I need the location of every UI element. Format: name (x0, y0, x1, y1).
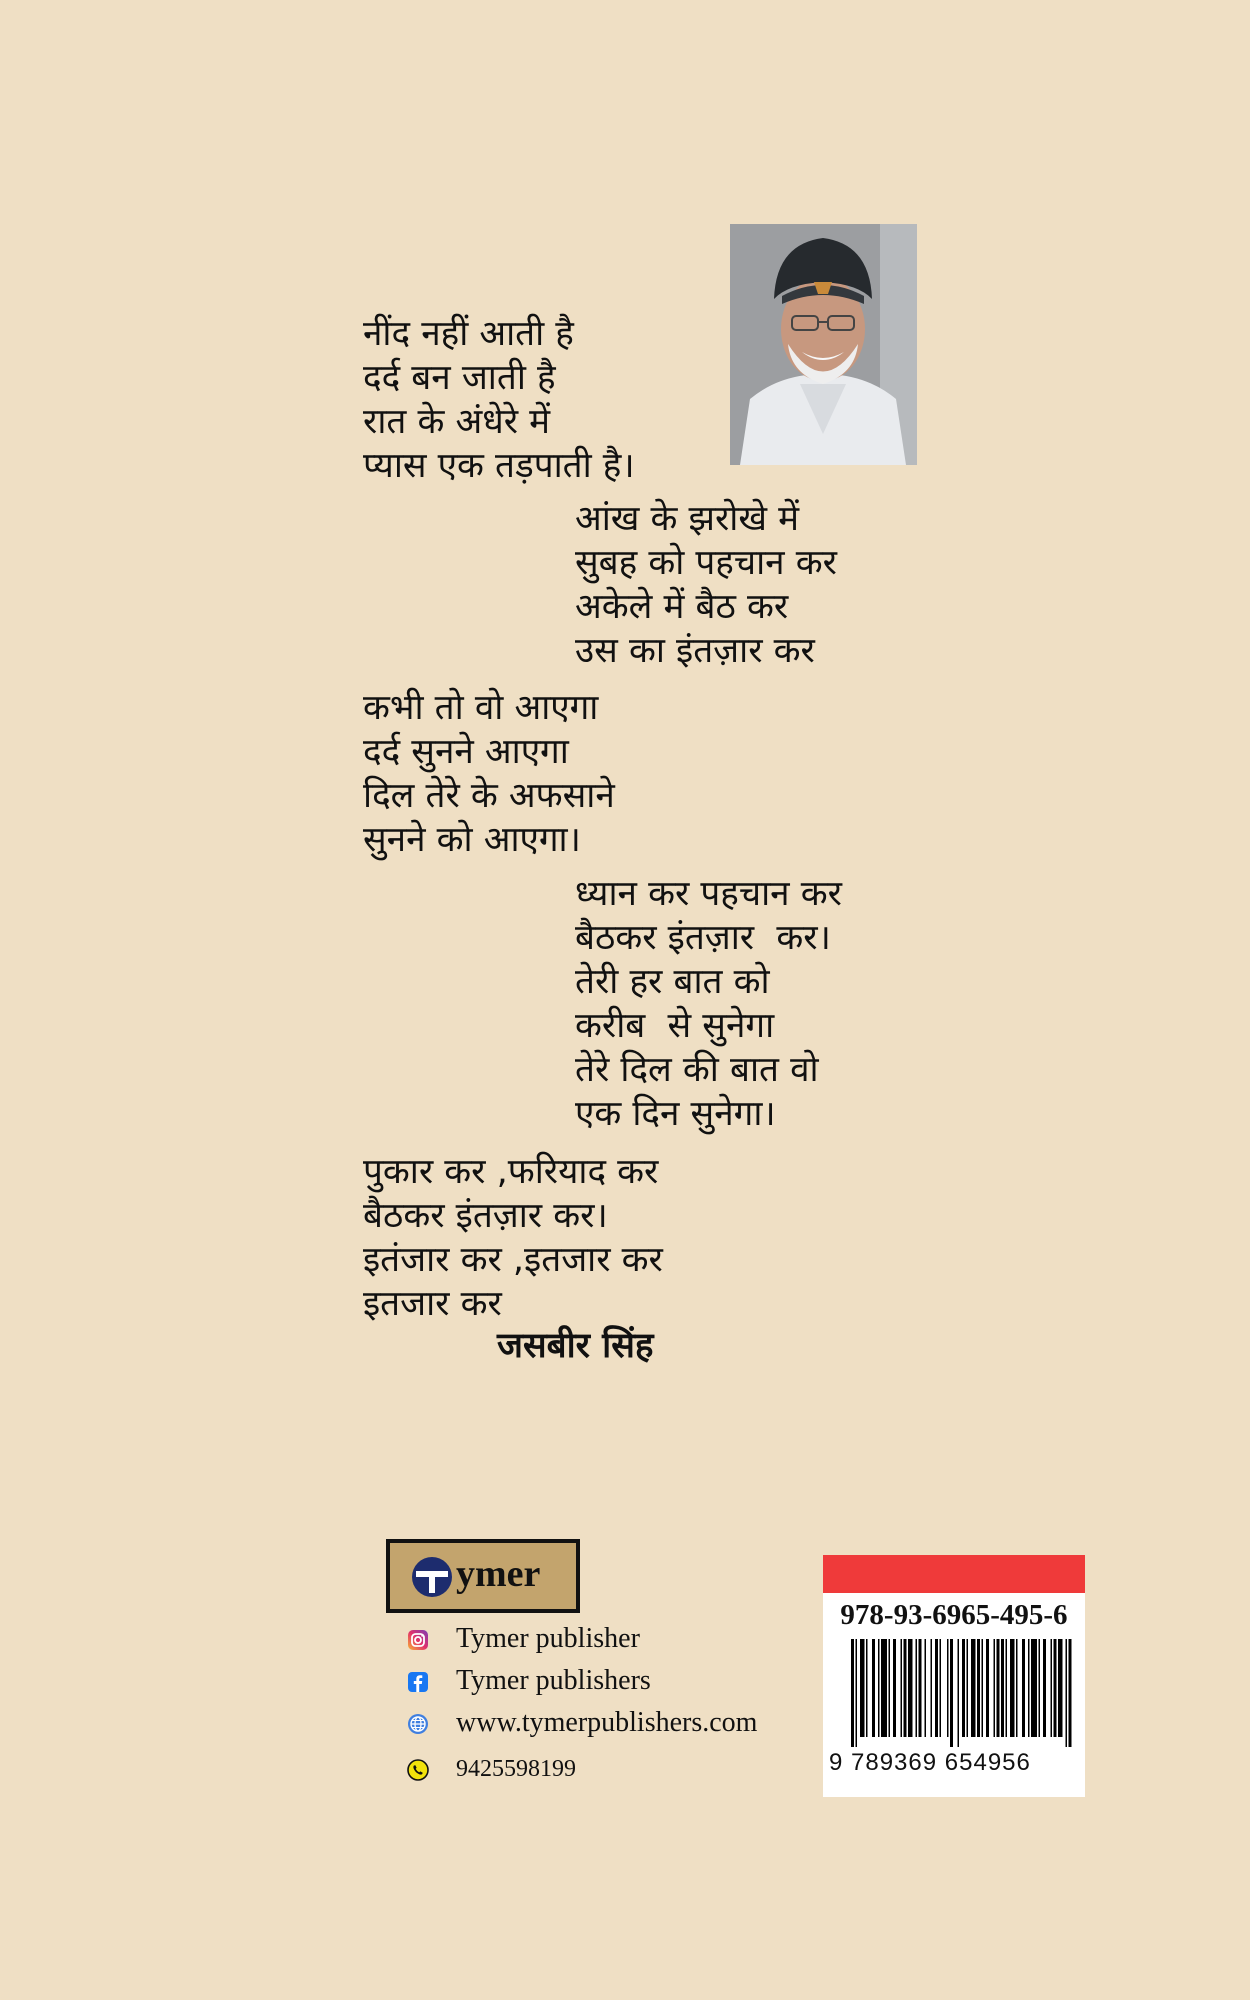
barcode-bar (860, 1639, 865, 1737)
barcode-bar (856, 1639, 858, 1747)
barcode (833, 1639, 1075, 1747)
barcode-bar (1001, 1639, 1004, 1737)
barcode-bar (881, 1639, 887, 1737)
poem-line: तेरी हर बात को (575, 962, 770, 1002)
poem-line: रात के अंधेरे में (363, 402, 551, 442)
poem-line: ध्यान कर पहचान कर (575, 874, 842, 914)
poem-stanza-1 (363, 312, 635, 488)
poem-line: तेरे दिल की बात वो (575, 1050, 819, 1090)
poem-line: दर्द सुनने आएगा (363, 732, 569, 772)
poem-stanza-5 (363, 1150, 663, 1326)
poem-line: इतजार कर (363, 1284, 502, 1324)
contact-text: www.tymerpublishers.com (456, 1707, 758, 1738)
barcode-bar (1066, 1639, 1068, 1747)
barcode-bar (1058, 1639, 1063, 1737)
poem-line: बैठकर इंतज़ार कर। (363, 1196, 608, 1236)
poem-line: कभी तो वो आएगा (363, 688, 599, 728)
barcode-bar (908, 1639, 913, 1737)
isbn-color-bar (823, 1555, 1085, 1593)
poem-line: प्यास एक तड़पाती है। (363, 446, 635, 486)
logo-text: ymer (456, 1553, 541, 1595)
poem-line: दिल तेरे के अफसाने (363, 776, 615, 816)
poem-line: दर्द बन जाती है (363, 358, 556, 398)
barcode-bar (940, 1639, 942, 1737)
poem-line: करीब से सुनेगा (575, 1006, 775, 1046)
barcode-bar (986, 1639, 989, 1737)
globe-icon (407, 1713, 429, 1735)
barcode-bar (1031, 1639, 1037, 1737)
barcode-bar (994, 1639, 996, 1737)
barcode-digits: 9 789369 654956 (829, 1749, 1031, 1776)
contact-text: Tymer publisher (456, 1623, 640, 1654)
barcode-bar (947, 1639, 949, 1737)
facebook-icon (407, 1671, 429, 1693)
barcode-bar (997, 1639, 1000, 1737)
barcode-bar (901, 1639, 903, 1737)
poem-line: इतंजार कर ,इतजार कर (363, 1240, 663, 1280)
barcode-bar (1010, 1639, 1015, 1737)
barcode-bar (967, 1639, 969, 1737)
barcode-bar (982, 1639, 984, 1737)
barcode-bar (935, 1639, 938, 1737)
barcode-bar (889, 1639, 891, 1737)
barcode-bar (893, 1639, 896, 1737)
poem-stanza-2 (575, 497, 837, 673)
barcode-bar (1051, 1639, 1053, 1737)
contact-text: Tymer publishers (456, 1665, 651, 1696)
instagram-icon (407, 1629, 429, 1651)
barcode-bar (1043, 1639, 1046, 1737)
poem-stanza-3 (363, 686, 615, 862)
publisher-logo (386, 1539, 580, 1613)
barcode-bar (878, 1639, 880, 1737)
barcode-bar (1022, 1639, 1025, 1737)
barcode-bar (958, 1639, 960, 1747)
barcode-bar (1069, 1639, 1072, 1747)
poem-stanza-4 (575, 872, 842, 1136)
barcode-bar (1016, 1639, 1018, 1737)
poet-name: जसबीर सिंह (497, 1326, 654, 1366)
barcode-bar (931, 1639, 933, 1737)
isbn-number: 978-93-6965-495-6 (840, 1599, 1068, 1631)
barcode-bar (1006, 1639, 1008, 1737)
isbn-barcode-block (823, 1555, 1085, 1797)
barcode-bar (851, 1639, 854, 1747)
barcode-bar (919, 1639, 922, 1737)
barcode-bar (971, 1639, 976, 1737)
poem-line: बैठकर इंतज़ार कर। (575, 918, 831, 958)
poem-line: एक दिन सुनेगा। (575, 1094, 776, 1134)
barcode-bar (925, 1639, 927, 1737)
barcode-bar (950, 1639, 953, 1747)
barcode-bar (962, 1639, 965, 1737)
contact-text: 9425598199 (456, 1756, 576, 1782)
poem-line: आंख के झरोखे में (575, 499, 800, 539)
barcode-bar (1054, 1639, 1057, 1737)
barcode-bar (872, 1639, 875, 1737)
barcode-bar (977, 1639, 980, 1737)
poem-line: अकेले में बैठ कर (575, 587, 789, 627)
tymer-logo-icon (412, 1557, 452, 1597)
poem-line: सुनने को आएगा। (363, 820, 581, 860)
poem-line: पुकार कर ,फरियाद कर (363, 1152, 659, 1192)
barcode-bar (904, 1639, 907, 1737)
poem-line: सुबह को पहचान कर (575, 543, 837, 583)
barcode-bar (1028, 1639, 1030, 1737)
poem-line: उस का इंतज़ार कर (575, 631, 815, 671)
barcode-bar (1039, 1639, 1041, 1737)
barcode-bar (866, 1639, 868, 1737)
phone-icon (407, 1759, 429, 1781)
author-photo (730, 224, 917, 465)
barcode-bar (916, 1639, 918, 1737)
poem-line: नींद नहीं आती है (363, 314, 574, 354)
